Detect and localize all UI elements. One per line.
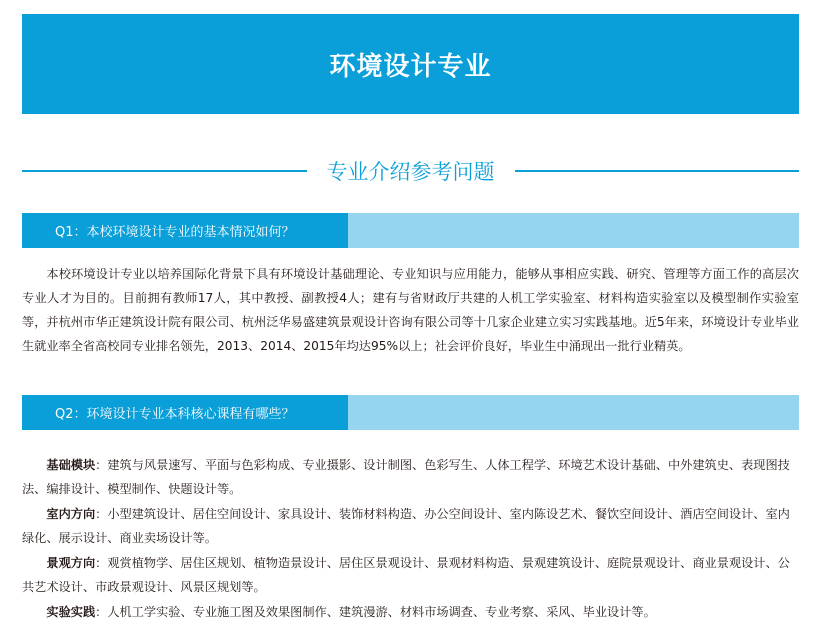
course-separator: ： bbox=[95, 556, 108, 570]
divider-line-right bbox=[515, 170, 800, 172]
q1-question: Q1：本校环境设计专业的基本情况如何？ bbox=[55, 225, 295, 240]
q1-answer: 本校环境设计专业以培养国际化背景下具有环境设计基础理论、专业知识与应用能力，能够从事相应实践、研究、管理等方面工作的高层次专业人才为目的。目前拥有教师17人，其中教授、副教授4人；建有与省财政厅共建的人机工学实验室、材料构造实验室以及模型制作实验室等，并杭州市华正建筑设计院有限公司、杭州泛华易盛建筑景观设计咨询有限公司等十几家企业建立实习实践基地。近5年来，环境设计专业毕业生就业率全省高校同专业排名领先，2013、2014、2015年均达95%以上；社会评价良好，毕业生中涌现出一批行业精英。 bbox=[22, 267, 799, 353]
course-content: 观赏植物学、居住区规划、植物造景设计、居住区景观设计、景观材料构造、景观建筑设计、庭院景观设计、商业景观设计、公共艺术设计、市政景观设计、风景区规划等。 bbox=[22, 556, 790, 594]
course-block-practice bbox=[22, 600, 799, 624]
course-content: 建筑与风景速写、平面与色彩构成、专业摄影、设计制图、色彩写生、人体工程学、环境艺术设计基础、中外建筑史、表现图技法、编排设计、模型制作、快题设计等。 bbox=[22, 458, 790, 496]
course-content: 小型建筑设计、居住空间设计、家具设计、装饰材料构造、办公空间设计、室内陈设艺术、餐饮空间设计、酒店空间设计、室内绿化、展示设计、商业卖场设计等。 bbox=[22, 507, 790, 545]
course-category: 景观方向 bbox=[46, 556, 96, 570]
course-separator: ： bbox=[95, 458, 108, 472]
course-category: 实验实践 bbox=[46, 605, 96, 619]
course-content: 人机工学实验、专业施工图及效果图制作、建筑漫游、材料市场调查、专业考察、采风、毕业设计等。 bbox=[107, 605, 656, 619]
q2-question: Q2：环境设计专业本科核心课程有哪些？ bbox=[55, 407, 295, 422]
course-block-interior bbox=[22, 502, 799, 550]
q1-question-label-box bbox=[22, 213, 348, 248]
q2-question-label-box bbox=[22, 395, 348, 430]
q1-bar-accent bbox=[348, 213, 799, 248]
q1-question-bar bbox=[22, 213, 799, 248]
page-banner bbox=[22, 14, 799, 114]
course-block-basic bbox=[22, 453, 799, 501]
q2-bar-accent bbox=[348, 395, 799, 430]
course-category: 基础模块 bbox=[46, 458, 96, 472]
q2-question-bar bbox=[22, 395, 799, 430]
course-separator: ： bbox=[95, 507, 108, 521]
section-heading: 专业介绍参考问题 bbox=[326, 160, 495, 184]
section-divider bbox=[22, 154, 799, 188]
course-separator: ： bbox=[95, 605, 108, 619]
page-title: 环境设计专业 bbox=[329, 51, 492, 82]
course-category: 室内方向 bbox=[46, 507, 96, 521]
divider-line-left bbox=[22, 170, 307, 172]
course-block-landscape bbox=[22, 551, 799, 599]
